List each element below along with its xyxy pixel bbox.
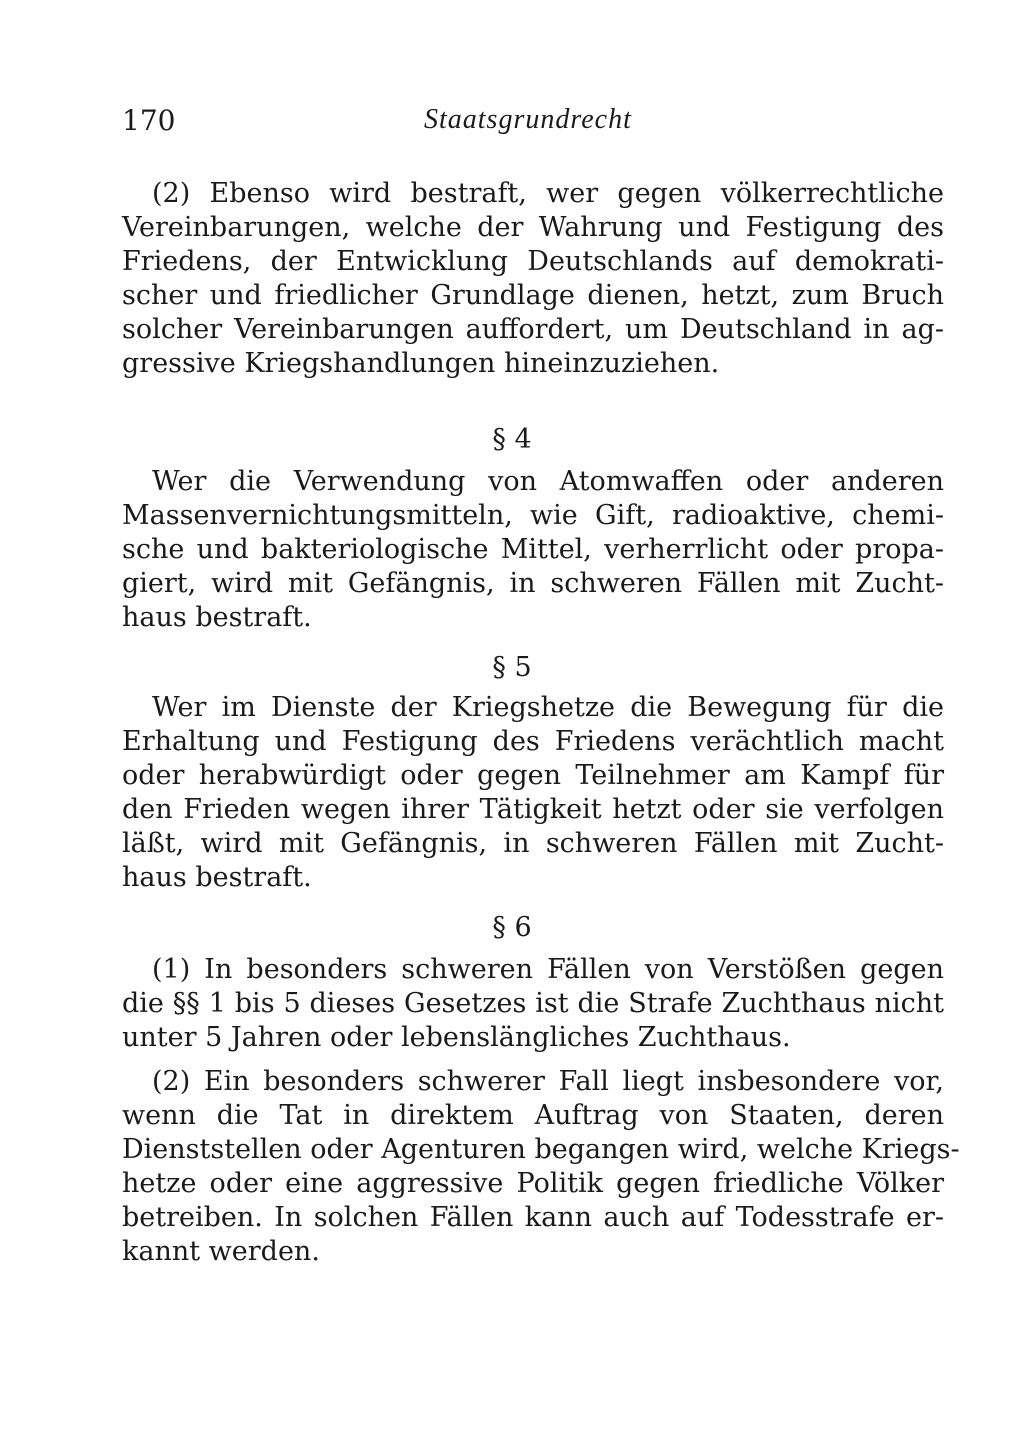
text-line: kannt werden. xyxy=(122,1236,320,1267)
text-line: sche und bakteriologische Mittel, verherrlicht oder propa- xyxy=(122,534,944,565)
text-line: unter 5 Jahren oder lebenslängliches Zuchthaus. xyxy=(122,1022,791,1053)
text-line: (1) In besonders schweren Fällen von Verstößen gegen xyxy=(152,954,944,985)
text-line: Massenvernichtungsmitteln, wie Gift, radioaktive, chemi- xyxy=(122,500,944,531)
text-line: scher und friedlicher Grundlage dienen, hetzt, zum Bruch xyxy=(122,280,944,311)
section-heading: § 5 xyxy=(492,652,532,683)
text-line: die §§ 1 bis 5 dieses Gesetzes ist die Strafe Zuchthaus nicht xyxy=(122,988,944,1019)
text-line: solcher Vereinbarungen auffordert, um Deutschland in ag- xyxy=(122,314,944,345)
text-line: Erhaltung und Festigung des Friedens verächtlich macht xyxy=(122,726,944,757)
text-line: läßt, wird mit Gefängnis, in schweren Fällen mit Zucht- xyxy=(122,828,944,859)
section-heading: § 6 xyxy=(492,912,532,943)
text-line: den Frieden wegen ihrer Tätigkeit hetzt oder sie verfolgen xyxy=(122,794,944,825)
text-line: gressive Kriegshandlungen hineinzuziehen. xyxy=(122,348,720,379)
section-heading: § 4 xyxy=(492,424,532,455)
text-line: wenn die Tat in direktem Auftrag von Staaten, deren xyxy=(122,1100,944,1131)
page-number: 170 xyxy=(122,104,176,137)
text-line: haus bestraft. xyxy=(122,862,312,893)
text-line: Wer die Verwendung von Atomwaffen oder anderen xyxy=(152,466,944,497)
text-line: Friedens, der Entwicklung Deutschlands auf demokrati- xyxy=(122,246,944,277)
text-line: (2) Ebenso wird bestraft, wer gegen völkerrechtliche xyxy=(152,178,944,209)
text-line: Vereinbarungen, welche der Wahrung und Festigung des xyxy=(122,212,944,243)
text-line: hetze oder eine aggressive Politik gegen friedliche Völker xyxy=(122,1168,944,1199)
text-line: betreiben. In solchen Fällen kann auch auf Todesstrafe er- xyxy=(122,1202,944,1233)
running-title: Staatsgrundrecht xyxy=(424,104,632,135)
text-line: oder herabwürdigt oder gegen Teilnehmer am Kampf für xyxy=(122,760,944,791)
page-header xyxy=(122,104,952,144)
text-line: giert, wird mit Gefängnis, in schweren Fällen mit Zucht- xyxy=(122,568,944,599)
text-line: (2) Ein besonders schwerer Fall liegt insbesondere vor, xyxy=(152,1066,944,1097)
text-line: Wer im Dienste der Kriegshetze die Bewegung für die xyxy=(152,692,944,723)
text-line: haus bestraft. xyxy=(122,602,312,633)
text-line: Dienststellen oder Agenturen begangen wird, welche Kriegs- xyxy=(122,1134,960,1165)
